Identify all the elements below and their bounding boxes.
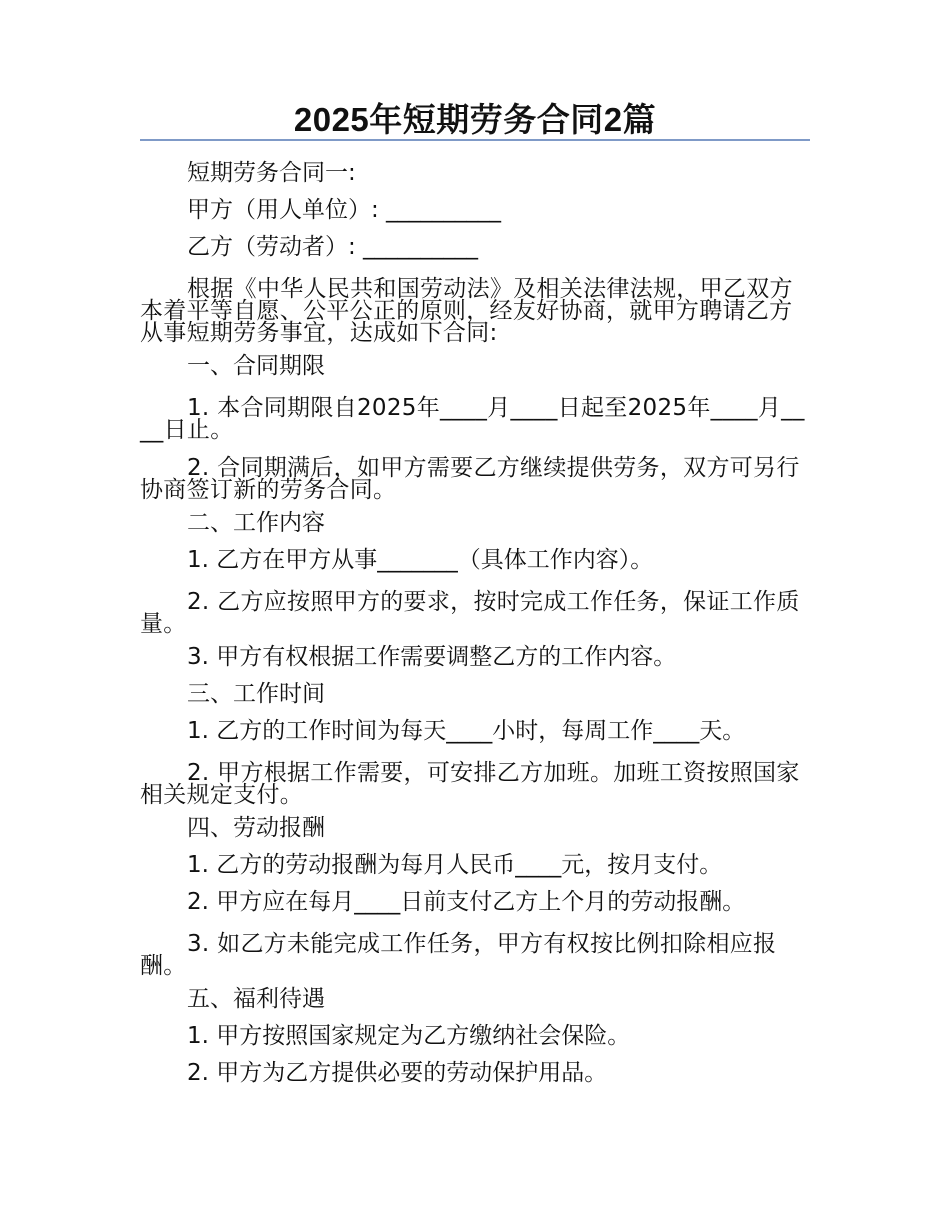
paragraph-work-content-3: 3. 甲方有权根据工作需要调整乙方的工作内容。 xyxy=(187,644,677,670)
document-body xyxy=(140,155,810,1092)
title-divider xyxy=(140,139,810,141)
paragraph-remuneration-1: 1. 乙方的劳动报酬为每月人民币____元，按月支付。 xyxy=(187,852,723,878)
paragraph-work-time-1: 1. 乙方的工作时间为每天____小时，每周工作____天。 xyxy=(187,718,746,744)
paragraph-term-1: 1. 本合同期限自2025年____月____日起至2025年____月____日止。 xyxy=(140,395,805,443)
paragraph-party-b: 乙方（劳动者）: __________ xyxy=(187,234,479,260)
paragraph-remuneration-2: 2. 甲方应在每月____日前支付乙方上个月的劳动报酬。 xyxy=(187,889,746,915)
paragraph-benefits-2: 2. 甲方为乙方提供必要的劳动保护用品。 xyxy=(187,1060,608,1086)
paragraph-preamble: 根据《中华人民共和国劳动法》及相关法律法规，甲乙双方本着平等自愿、公平公正的原则，经友好协商，就甲方聘请乙方从事短期劳务事宜，达成如下合同: xyxy=(140,276,793,346)
paragraph-party-a: 甲方（用人单位）: __________ xyxy=(187,197,502,223)
document-title: 2025年短期劳务合同2篇 xyxy=(293,101,657,138)
paragraph-remuneration-3: 3. 如乙方未能完成工作任务，甲方有权按比例扣除相应报酬。 xyxy=(140,931,777,979)
section-heading-work-content: 二、工作内容 xyxy=(187,510,325,536)
section-heading-remuneration: 四、劳动报酬 xyxy=(187,815,325,841)
section-heading-term: 一、合同期限 xyxy=(187,353,325,379)
paragraph-term-2: 2. 合同期满后，如甲方需要乙方继续提供劳务，双方可另行协商签订新的劳务合同。 xyxy=(140,455,800,503)
paragraph-contract-heading: 短期劳务合同一: xyxy=(187,160,356,186)
paragraph-work-content-2: 2. 乙方应按照甲方的要求，按时完成工作任务，保证工作质量。 xyxy=(140,589,800,637)
section-heading-benefits: 五、福利待遇 xyxy=(187,986,325,1012)
paragraph-work-content-1: 1. 乙方在甲方从事_______（具体工作内容）。 xyxy=(187,547,654,573)
paragraph-benefits-1: 1. 甲方按照国家规定为乙方缴纳社会保险。 xyxy=(187,1023,631,1049)
section-heading-work-time: 三、工作时间 xyxy=(187,681,325,707)
paragraph-work-time-2: 2. 甲方根据工作需要，可安排乙方加班。加班工资按照国家相关规定支付。 xyxy=(140,760,800,808)
